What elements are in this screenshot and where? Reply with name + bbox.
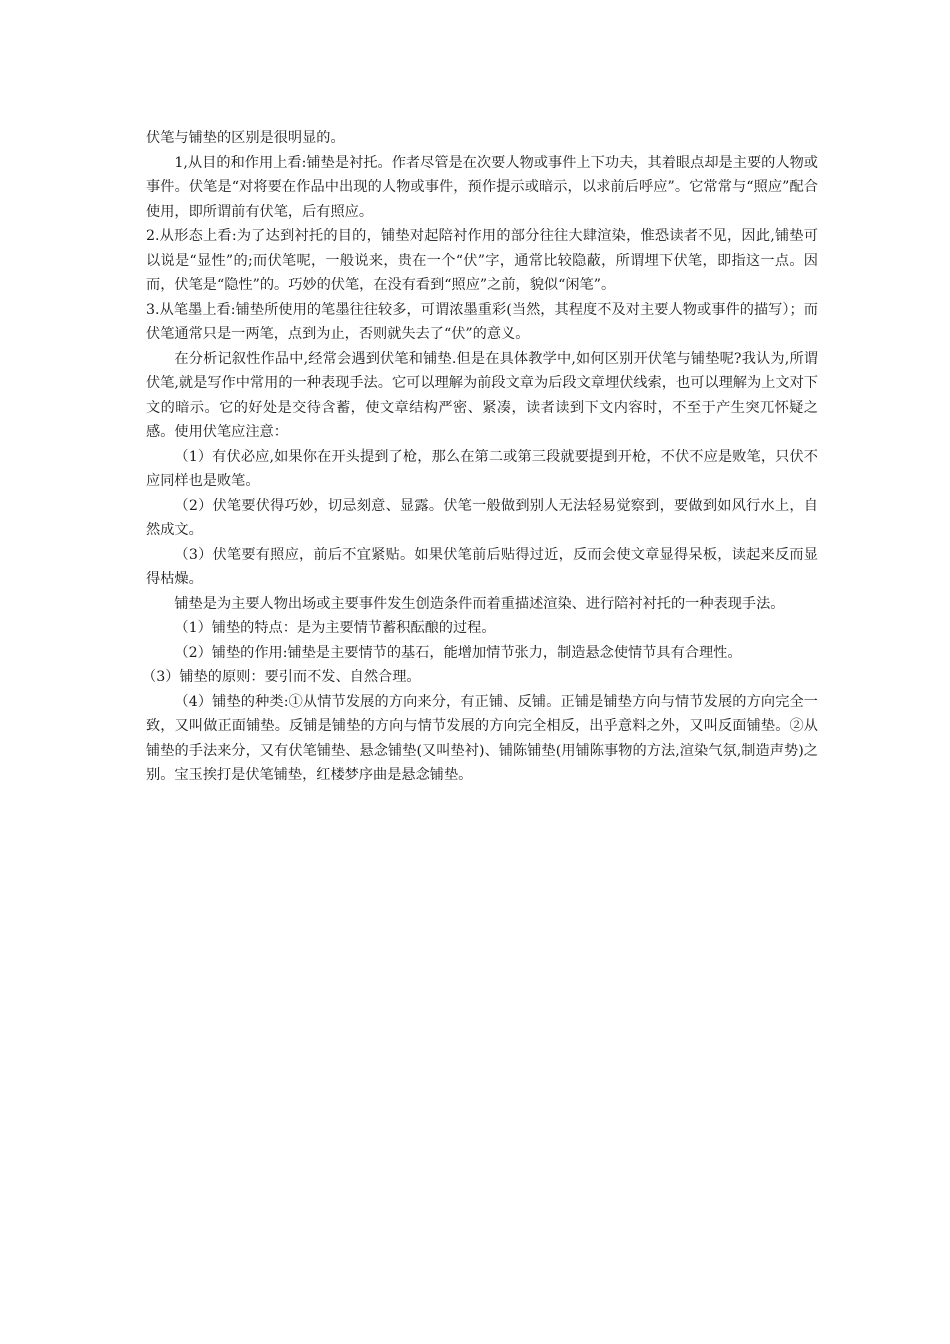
paving-feature: （1）铺垫的特点：是为主要情节蓄积酝酿的过程。	[174, 620, 496, 636]
paving-principle: （3）铺垫的原则：要引而不发、自然合理。	[142, 669, 421, 685]
point-2-form: 2.从形态上看:为了达到衬托的目的，铺垫对起陪衬作用的部分往往大肆渲染，惟恐读者不见，因此,铺垫可以说是“显性”的;而伏笔呢，一般说来，贵在一个“伏”字，通常比较隐蔽，所谓埋下伏笔，即指这一点。因而，伏笔是“隐性”的。巧妙的伏笔，在没有看到“照应”之前，貌似“闲笔”。	[146, 228, 818, 293]
point-1-purpose: 1,从目的和作用上看:铺垫是衬托。作者尽管是在次要人物或事件上下功夫，其着眼点却是主要的人物或事件。伏笔是“对将要在作品中出现的人物或事件，预作提示或暗示，以求前后呼应”。它常常与“照应”配合使用，即所谓前有伏笔，后有照应。	[146, 154, 818, 220]
foreshadowing-definition: 在分析记叙性作品中,经常会遇到伏笔和铺垫.但是在具体教学中,如何区别开伏笔与铺垫呢?我认为,所谓伏笔,就是写作中常用的一种表现手法。它可以理解为前段文章为后段文章埋伏线索，也可以理解为上文对下文的暗示。它的好处是交待含蓄，使文章结构严密、紧凑，读者读到下文内容时，不至于产生突兀怀疑之感。使用伏笔应注意：	[146, 350, 818, 440]
intro-paragraph: 伏笔与铺垫的区别是很明显的。	[146, 130, 345, 146]
paving-types: （4）铺垫的种类:①从情节发展的方向来分，有正铺、反铺。正铺是铺垫方向与情节发展的方向完全一致，又叫做正面铺垫。反铺是铺垫的方向与情节发展的方向完全相反，出乎意料之外，又叫反面铺垫。②从铺垫的手法来分，又有伏笔铺垫、悬念铺垫(又叫垫衬)、铺陈铺垫(用铺陈事物的方法,渲染气氛,制造声势)之别。宝玉挨打是伏笔铺垫，红楼梦序曲是悬念铺垫。	[146, 693, 818, 783]
paving-definition: 铺垫是为主要人物出场或主要事件发生创造条件而着重描述渲染、进行陪衬衬托的一种表现手法。	[174, 595, 785, 612]
foreshadowing-note-3: （3）伏笔要有照应，前后不宜紧贴。如果伏笔前后贴得过近，反而会使文章显得呆板，读起来反而显得枯燥。	[146, 546, 818, 587]
point-3-ink: 3.从笔墨上看:铺垫所使用的笔墨往往较多，可谓浓墨重彩(当然，其程度不及对主要人物或事件的描写）；而伏笔通常只是一两笔，点到为止，否则就失去了“伏”的意义。	[146, 301, 818, 342]
document-body	[142, 126, 818, 788]
paving-function: （2）铺垫的作用:铺垫是主要情节的基石，能增加情节张力，制造悬念使情节具有合理性。	[174, 644, 742, 661]
foreshadowing-note-1: （1）有伏必应,如果你在开头提到了枪，那么在第二或第三段就要提到开枪，不伏不应是败笔，只伏不应同样也是败笔。	[146, 448, 818, 489]
foreshadowing-note-2: （2）伏笔要伏得巧妙，切忌刻意、显露。伏笔一般做到别人无法轻易觉察到，要做到如风行水上，自然成文。	[146, 497, 818, 538]
